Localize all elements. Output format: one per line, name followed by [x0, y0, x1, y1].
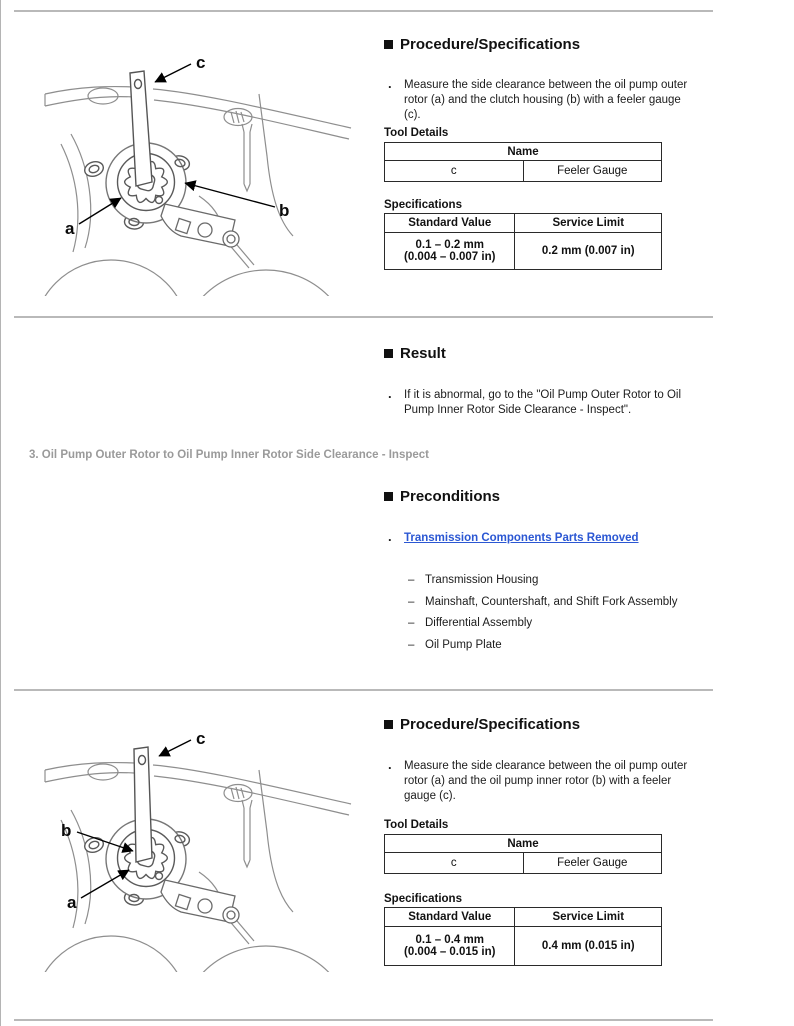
result-note	[386, 388, 696, 418]
callout-a: a	[67, 893, 77, 912]
tool-code-cell: c	[385, 853, 524, 874]
preconditions-heading	[384, 488, 500, 505]
standard-value-cell	[385, 927, 515, 966]
figure-oil-pump-outer-rotor-clutch-housing	[31, 36, 363, 296]
tool-name-cell: Feeler Gauge	[523, 161, 662, 182]
specifications-label: Specifications	[384, 893, 462, 905]
table-row	[385, 214, 662, 233]
procedure-specifications-heading	[384, 36, 580, 53]
table-row	[385, 927, 662, 966]
tool-name-cell: Feeler Gauge	[523, 853, 662, 874]
service-limit-header: Service Limit	[515, 908, 662, 927]
standard-value-line2: (0.004 – 0.015 in)	[404, 946, 496, 958]
standard-value-line1: 0.1 – 0.4 mm	[415, 934, 484, 946]
preconditions-link-item	[386, 531, 704, 546]
tool-details-label: Tool Details	[384, 819, 449, 831]
step-3-heading: 3. Oil Pump Outer Rotor to Oil Pump Inner Rotor Side Clearance - Inspect	[29, 449, 430, 461]
callout-c: c	[196, 53, 206, 72]
step-text: Measure the side clearance between the oil pump outer rotor (a) and the clutch housing (b) with a feeler gauge (c).	[404, 79, 688, 121]
list-item: – Oil Pump Plate	[408, 638, 708, 652]
result-heading	[384, 345, 446, 362]
tool-details-table	[384, 834, 662, 874]
tool-code-cell: c	[385, 161, 524, 182]
section-divider	[14, 689, 713, 691]
section-divider	[14, 316, 713, 318]
figure-oil-pump-outer-inner-rotor	[31, 712, 363, 972]
standard-value-header: Standard Value	[385, 214, 515, 233]
name-header-cell: Name	[385, 835, 662, 853]
service-limit-header: Service Limit	[515, 214, 662, 233]
line-art-diagram	[31, 712, 363, 972]
result-text: If it is abnormal, go to the "Oil Pump Outer Rotor to Oil Pump Inner Rotor Side Clearance - Inspect".	[404, 389, 681, 416]
name-header-cell: Name	[385, 143, 662, 161]
section-divider	[14, 10, 713, 12]
tool-details-label: Tool Details	[384, 127, 449, 139]
service-limit-cell: 0.2 mm (0.007 in)	[515, 233, 662, 270]
procedure-step	[386, 759, 704, 804]
list-item: – Differential Assembly	[408, 616, 708, 630]
callout-b: b	[279, 201, 290, 220]
square-bullet-icon	[384, 492, 393, 501]
standard-value-line2: (0.004 – 0.007 in)	[404, 251, 496, 263]
specifications-table	[384, 213, 662, 270]
square-bullet-icon	[384, 40, 393, 49]
transmission-components-link[interactable]: Transmission Components Parts Removed	[404, 532, 639, 544]
table-row	[385, 908, 662, 927]
table-row	[385, 853, 662, 874]
line-art-diagram	[31, 36, 363, 296]
list-item: – Transmission Housing	[408, 573, 708, 587]
standard-value-header: Standard Value	[385, 908, 515, 927]
square-bullet-icon	[384, 720, 393, 729]
callout-c: c	[196, 729, 206, 748]
specifications-label: Specifications	[384, 199, 462, 211]
step-text: Measure the side clearance between the oil pump outer rotor (a) and the oil pump inner rotor (b) with a feeler gauge (c).	[404, 760, 688, 802]
table-row	[385, 161, 662, 182]
tool-details-table	[384, 142, 662, 182]
removed-parts-list	[408, 573, 708, 659]
callout-b: b	[61, 821, 72, 840]
specifications-table	[384, 907, 662, 966]
heading-text: Preconditions	[400, 488, 501, 505]
callout-a: a	[65, 219, 75, 238]
standard-value-line1: 0.1 – 0.2 mm	[415, 239, 484, 251]
list-item: – Mainshaft, Countershaft, and Shift Fork Assembly	[408, 595, 708, 609]
heading-text: Result	[400, 345, 446, 362]
heading-text: Procedure/Specifications	[400, 36, 581, 53]
procedure-step	[386, 78, 699, 123]
standard-value-cell	[385, 233, 515, 270]
service-limit-cell: 0.4 mm (0.015 in)	[515, 927, 662, 966]
heading-text: Procedure/Specifications	[400, 716, 581, 733]
procedure-specifications-heading-2	[384, 716, 580, 733]
section-divider	[14, 1019, 713, 1021]
table-row	[385, 233, 662, 270]
square-bullet-icon	[384, 349, 393, 358]
